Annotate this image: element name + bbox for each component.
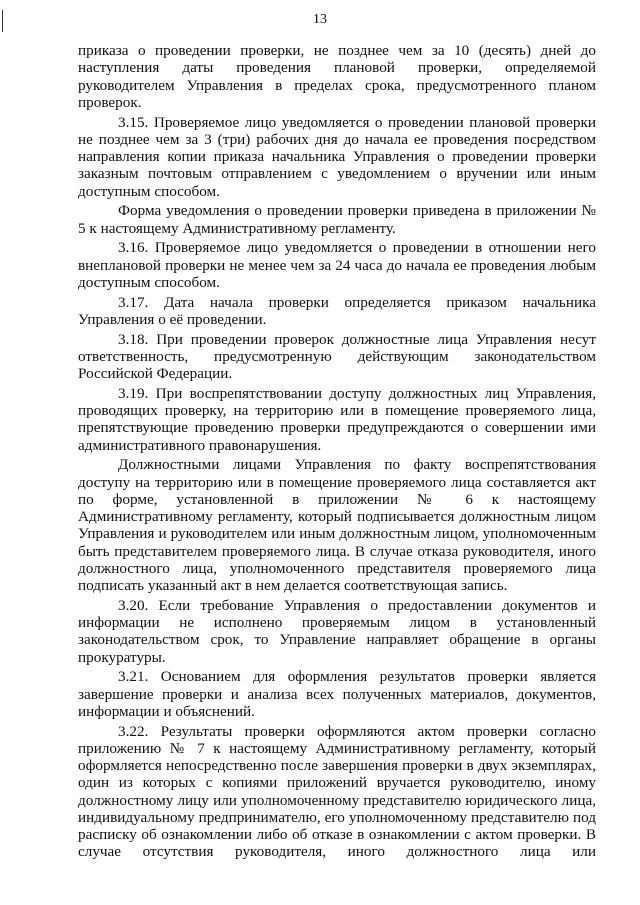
paragraph: 3.15. Проверяемое лицо уведомляется о проведении плановой проверки не позднее чем за 3 (три) рабочих дня до начала ее проведения посредством направления копии приказа начальника Управления о проведении проверки заказным почтовым отправлением с уведомлением о вручении или иным доступным способом. <box>78 113 596 200</box>
paragraph: 3.19. При воспрепятствовании доступу должностных лиц Управления, проводящих проверку, на территорию или в помещение проверяемого лица, препятствующие проведению проверки предупреждаются о совершении ими административного правонарушения. <box>78 384 596 454</box>
document-body <box>78 42 596 863</box>
page-number: 13 <box>313 12 327 27</box>
paragraph: Форма уведомления о проведении проверки приведена в приложении № 5 к настоящему Административному регламенту. <box>78 202 596 237</box>
paragraph: приказа о проведении проверки, не позднее чем за 10 (десять) дней до наступления даты проведения плановой проверки, определяемой руководителем Управления в пределах срока, предусмотренного планом проверок. <box>78 42 596 111</box>
paragraph: Должностными лицами Управления по факту воспрепятствования доступу на территорию или в помещение проверяемого лица составляется акт по форме, установленной в приложении № 6 к настоящему Административному регламенту, который подписывается должностным лицом Управления и руководителем или иным должностным лицом, уполномоченным быть представителем проверяемого лица. В случае отказа руководителя, иного должностного лица, уполномоченного представителя проверяемого лица подписать указанный акт в нем делается соответствующая запись. <box>78 456 596 594</box>
paragraph: 3.21. Основанием для оформления результатов проверки является завершение проверки и анализа всех полученных материалов, документов, информации и объяснений. <box>78 668 596 720</box>
paragraph: 3.20. Если требование Управления о предоставлении документов и информации не исполнено проверяемым лицом в установленный законодательством срок, то Управление направляет обращение в органы прокуратуры. <box>78 596 596 666</box>
paragraph: 3.22. Результаты проверки оформляются актом проверки согласно приложению № 7 к настоящему Административному регламенту, который оформляется непосредственно после завершения проверки в двух экземплярах, один из которых с копиями приложений вручается руководителю, иному должностному лицу или уполномоченному представителю юридического лица, индивидуальному предпринимателю, его уполномоченному представителю под расписку об ознакомлении либо об отказе в ознакомлении с актом проверки. В случае отсутствия руководителя, иного должностного лица или <box>78 722 596 861</box>
paragraph: 3.16. Проверяемое лицо уведомляется о проведении в отношении него внеплановой проверки не менее чем за 24 часа до начала ее проведения любым доступным способом. <box>78 239 596 291</box>
paragraph: 3.18. При проведении проверок должностные лица Управления несут ответственность, предусмотренную действующим законодательством Российской Федерации. <box>78 330 596 382</box>
paragraph: 3.17. Дата начала проверки определяется приказом начальника Управления о её проведении. <box>78 293 596 328</box>
